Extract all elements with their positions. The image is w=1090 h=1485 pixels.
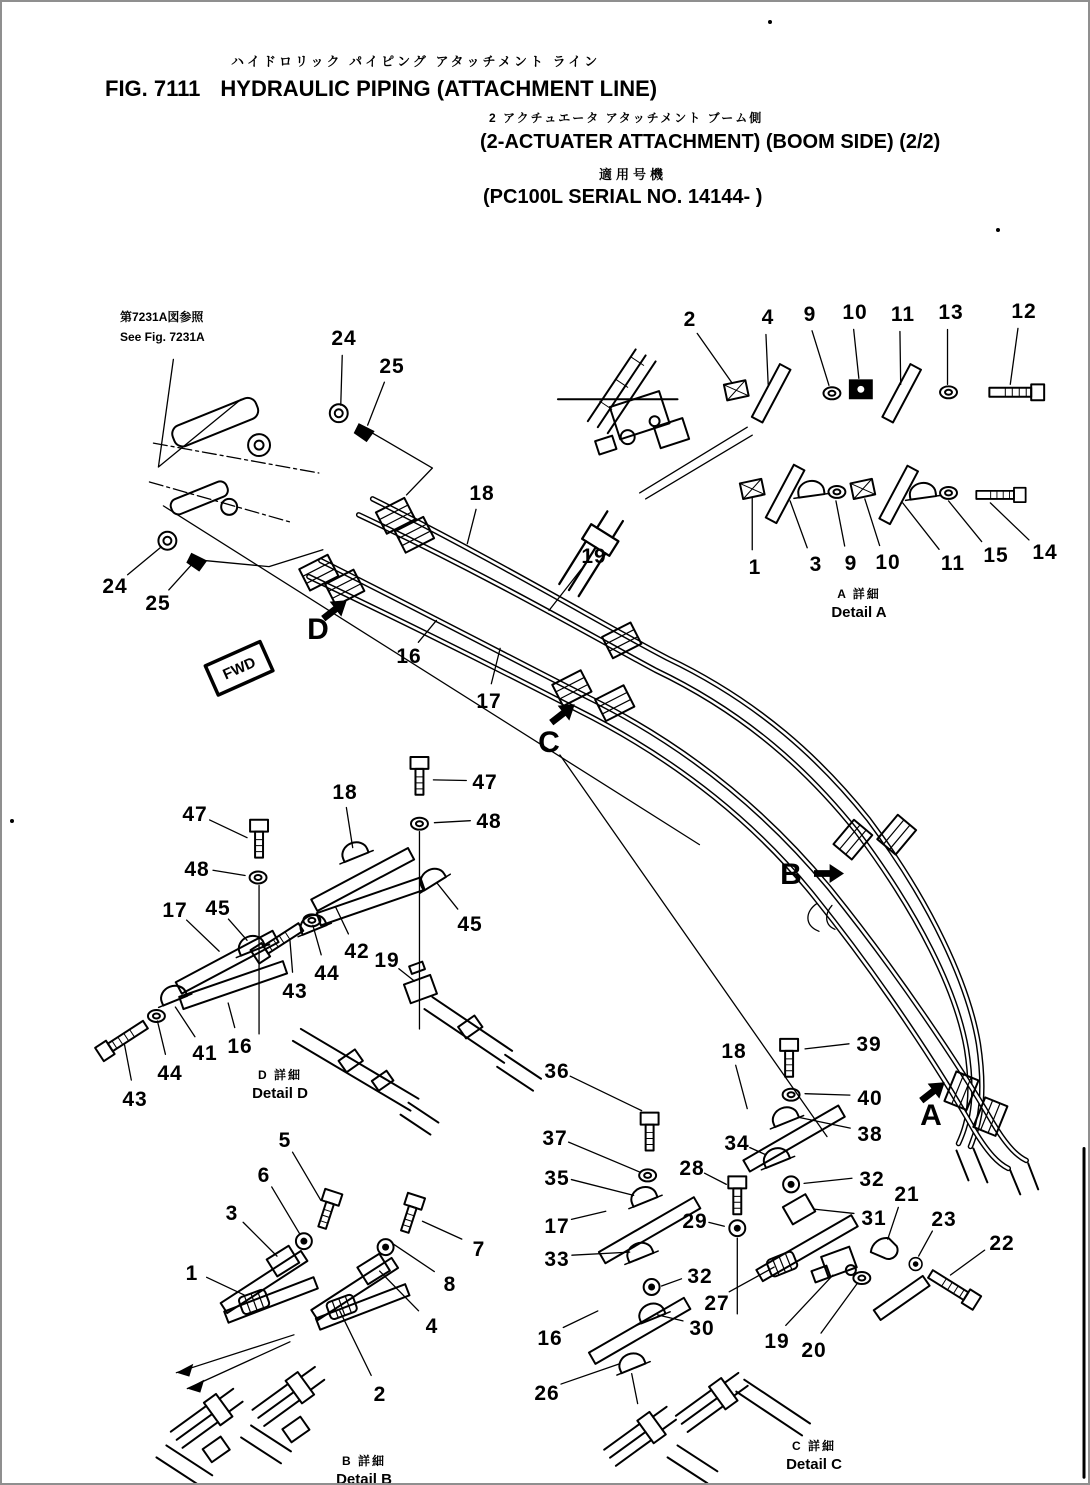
detail-label-jp: B 詳細	[341, 1454, 387, 1468]
leader-line	[736, 1065, 748, 1108]
callout-14: 14	[1032, 541, 1058, 564]
callout-17: 17	[544, 1215, 570, 1238]
callout-24: 24	[331, 327, 357, 350]
callout-20: 20	[801, 1339, 827, 1362]
leader-line	[697, 333, 732, 383]
callout-42: 42	[344, 940, 370, 963]
callout-3: 3	[225, 1202, 239, 1225]
fwd-plate	[205, 642, 273, 695]
view-marker-d: D	[307, 613, 329, 646]
callout-22: 22	[989, 1232, 1015, 1255]
leader-line	[900, 332, 901, 385]
detail-label-en: Detail D	[252, 1084, 308, 1102]
callout-32: 32	[687, 1265, 713, 1288]
callout-1: 1	[748, 556, 762, 579]
page-title: HYDRAULIC PIPING (ATTACHMENT LINE)	[220, 76, 658, 101]
detail-label-a	[831, 587, 886, 622]
callout-36: 36	[544, 1060, 570, 1083]
callout-28: 28	[679, 1157, 705, 1180]
leader-line	[790, 501, 807, 548]
leader-line	[903, 503, 939, 549]
callout-6: 6	[257, 1164, 271, 1187]
callout-10: 10	[875, 551, 901, 574]
callout-48: 48	[184, 858, 210, 881]
pipe-bundle-upper	[359, 499, 982, 1147]
callout-47: 47	[182, 803, 208, 826]
leader-line	[766, 334, 768, 384]
callout-29: 29	[682, 1210, 708, 1233]
leader-line	[341, 355, 342, 405]
leader-line	[805, 1044, 849, 1049]
leader-line	[293, 1152, 321, 1200]
callout-13: 13	[938, 301, 964, 324]
callout-43: 43	[122, 1088, 148, 1111]
callout-41: 41	[192, 1042, 218, 1065]
nut-and-sleeve-upper	[330, 404, 433, 495]
callout-12: 12	[1011, 300, 1037, 323]
callout-10: 10	[842, 301, 868, 324]
leader-line	[213, 870, 245, 875]
leader-line	[919, 1231, 933, 1256]
leader-line	[662, 1279, 682, 1286]
leader-line	[128, 547, 162, 575]
detail-label-jp: C 詳細	[791, 1439, 837, 1453]
leader-line	[422, 1221, 461, 1239]
callout-32: 32	[859, 1168, 885, 1191]
see-fig-japanese: 第7231A図参照	[120, 310, 204, 324]
callout-7: 7	[472, 1238, 486, 1261]
callout-1: 1	[185, 1262, 199, 1285]
leader-line	[433, 780, 466, 781]
leader-line	[368, 382, 385, 425]
callout-44: 44	[314, 962, 340, 985]
callout-37: 37	[542, 1127, 568, 1150]
callout-21: 21	[894, 1183, 920, 1206]
title-japanese: ハイドロリック パイピング アタッチメント ライン	[231, 54, 601, 69]
callout-43: 43	[282, 980, 308, 1003]
detail-a-assembly	[555, 349, 1044, 598]
leader-line	[563, 1311, 598, 1328]
serial-number-line: (PC100L SERIAL NO. 14144- )	[483, 186, 763, 208]
leader-line	[812, 331, 829, 386]
leader-line	[467, 509, 476, 543]
figure-number: FIG. 7111	[105, 76, 201, 101]
callout-25: 25	[145, 592, 171, 615]
callout-8: 8	[443, 1273, 457, 1296]
leader-line	[804, 1178, 852, 1183]
leader-line	[865, 499, 880, 546]
detail-label-en: Detail A	[831, 603, 887, 621]
detail-label-b	[336, 1454, 392, 1485]
callout-9: 9	[803, 303, 817, 326]
callout-31: 31	[861, 1207, 887, 1230]
callout-17: 17	[162, 899, 188, 922]
callout-48: 48	[476, 810, 502, 833]
leader-line	[949, 501, 982, 542]
callout-33: 33	[544, 1248, 570, 1271]
see-fig-english: See Fig. 7231A	[120, 329, 205, 344]
leader-line	[228, 919, 247, 940]
callout-25: 25	[379, 355, 405, 378]
leader-line	[561, 1364, 620, 1384]
leader-line	[290, 940, 293, 972]
leader-line	[399, 969, 415, 981]
callout-26: 26	[534, 1382, 560, 1405]
detail-label-en: Detail C	[786, 1455, 842, 1473]
leader-line	[243, 1222, 277, 1256]
callout-16: 16	[396, 645, 422, 668]
leader-line	[437, 883, 457, 909]
callout-18: 18	[469, 482, 495, 505]
leader-line	[705, 1173, 727, 1184]
callout-45: 45	[457, 913, 483, 936]
leader-line	[990, 503, 1029, 540]
fwd-plate-label: FWD	[220, 654, 259, 684]
view-marker-a: A	[920, 1099, 942, 1132]
leader-line	[228, 1003, 235, 1027]
detail-label-jp: A 詳細	[837, 587, 881, 601]
pipe-clamps	[299, 498, 1007, 1136]
callout-16: 16	[537, 1327, 563, 1350]
leader-line	[854, 329, 859, 378]
leader-line	[187, 920, 220, 951]
callout-2: 2	[373, 1383, 387, 1406]
callout-4: 4	[425, 1315, 439, 1338]
callout-27: 27	[704, 1292, 730, 1315]
callout-15: 15	[983, 544, 1009, 567]
hose-ends	[956, 1149, 1038, 1195]
callout-24: 24	[102, 575, 128, 598]
leader-line	[571, 1180, 633, 1196]
callout-11: 11	[890, 303, 916, 326]
subtitle-japanese: 2 アクチュエータ アタッチメント ブーム側	[489, 111, 764, 125]
leader-line	[805, 1094, 850, 1095]
leader-line	[836, 501, 845, 546]
leader-line	[888, 1207, 899, 1239]
leader-line	[815, 1209, 854, 1213]
leader-line	[169, 562, 195, 590]
callout-17: 17	[476, 690, 502, 713]
callout-5: 5	[278, 1129, 292, 1152]
boom-pin-assembly	[149, 359, 318, 522]
callout-19: 19	[374, 949, 400, 972]
view-marker-c: C	[538, 726, 560, 759]
callout-18: 18	[721, 1040, 747, 1063]
leader-line	[157, 1021, 165, 1054]
detail-label-d	[252, 1068, 308, 1103]
view-marker-b: B	[780, 858, 802, 891]
callout-2: 2	[683, 308, 697, 331]
detail-label-en: Detail B	[336, 1470, 392, 1485]
callout-44: 44	[157, 1062, 183, 1085]
callout-34: 34	[724, 1132, 750, 1155]
leader-line	[709, 1222, 724, 1226]
callout-9: 9	[844, 552, 858, 575]
leader-line	[394, 1244, 435, 1271]
callout-47: 47	[472, 771, 498, 794]
boom-edge-line-2	[560, 755, 827, 1137]
callout-39: 39	[856, 1033, 882, 1056]
serial-label-japanese: 適用号機	[599, 167, 668, 182]
leader-line	[125, 1045, 132, 1080]
callout-3: 3	[809, 553, 823, 576]
leader-line	[1010, 328, 1018, 384]
callout-23: 23	[931, 1208, 957, 1231]
leader-line	[175, 1007, 195, 1037]
leader-line	[821, 1284, 857, 1333]
leader-line	[571, 1211, 605, 1219]
nut-and-sleeve-lower	[158, 532, 322, 572]
callout-18: 18	[332, 781, 358, 804]
detail-b-assembly	[156, 1189, 425, 1483]
leader-line	[210, 820, 247, 838]
callout-19: 19	[764, 1330, 790, 1353]
callout-38: 38	[857, 1123, 883, 1146]
leader-line	[570, 1076, 641, 1110]
callout-40: 40	[857, 1087, 883, 1110]
leader-line	[434, 821, 470, 823]
leader-line	[340, 1311, 371, 1375]
callout-35: 35	[544, 1167, 570, 1190]
callout-4: 4	[761, 306, 775, 329]
leader-line	[207, 1277, 244, 1295]
callout-16: 16	[227, 1035, 253, 1058]
leader-line	[569, 1142, 641, 1172]
callout-11: 11	[940, 552, 966, 575]
detail-label-c	[786, 1439, 842, 1474]
callout-30: 30	[689, 1317, 715, 1340]
callout-19: 19	[581, 545, 607, 568]
leader-line	[951, 1250, 985, 1275]
callout-45: 45	[205, 897, 231, 920]
leader-line	[272, 1187, 300, 1234]
leader-line	[346, 808, 352, 848]
leader-line	[786, 1275, 833, 1325]
subtitle: (2-ACTUATER ATTACHMENT) (BOOM SIDE) (2/2)	[480, 131, 941, 153]
detail-label-jp: D 詳細	[257, 1068, 303, 1082]
